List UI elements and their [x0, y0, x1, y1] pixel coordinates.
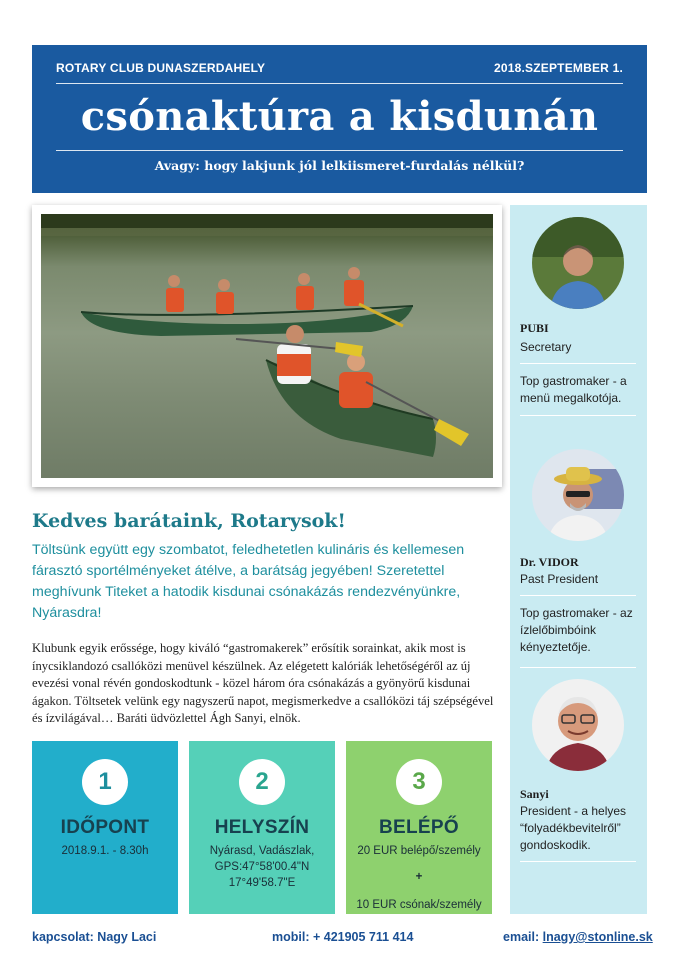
person-name: Sanyi: [520, 787, 549, 801]
info-box-location: [189, 741, 335, 914]
info-box-line: GPS:47°58'00.4"N: [214, 861, 310, 873]
avatar: [532, 449, 624, 541]
info-box-line: 20 EUR belépő/személy: [357, 845, 481, 857]
header-divider: [56, 83, 623, 84]
canoe-photo-image: [41, 214, 493, 478]
info-box-time: [32, 741, 178, 914]
event-date: 2018.SZEPTEMBER 1.: [494, 61, 623, 75]
info-box-entry: [346, 741, 492, 914]
email-link[interactable]: lnagy@stonline.sk: [542, 930, 653, 944]
person-description: Top gastromaker - az ízlelőbimbóink kényeztetője.: [520, 606, 633, 654]
avatar: [532, 679, 624, 771]
person-name: Dr. VIDOR: [520, 555, 579, 569]
divider: [520, 595, 636, 596]
step-number-circle: 2: [239, 759, 285, 805]
header-divider: [56, 150, 623, 151]
organizers-sidebar: [510, 205, 647, 914]
person-role: Secretary: [520, 340, 572, 354]
club-name: ROTARY CLUB DUNASZERDAHELY: [56, 61, 266, 75]
person-role: President - a helyes “folyadékbevitelről” gondoskodik.: [520, 804, 627, 852]
step-number-circle: 3: [396, 759, 442, 805]
footer-contact: kapcsolat: Nagy Laci: [32, 930, 157, 944]
divider: [520, 861, 636, 862]
greeting-heading: Kedves barátaink, Rotarysok!: [32, 510, 346, 532]
person-description: Top gastromaker - a menü megalkotója.: [520, 374, 627, 405]
info-box-title: BELÉPŐ: [379, 817, 459, 838]
person-name: PUBI: [520, 321, 549, 335]
footer-email: [503, 930, 653, 944]
page-title: csónaktúra a kisdunán: [80, 93, 599, 140]
page-subtitle: Avagy: hogy lakjunk jól lelkiismeret-furdalás nélkül?: [154, 158, 525, 173]
person-role: Past President: [520, 572, 599, 586]
info-box-line: 10 EUR csónak/személy: [356, 899, 482, 911]
footer-mobile: mobil: + 421905 711 414: [272, 930, 414, 944]
header-top-row: [56, 61, 623, 81]
info-box-line: Nyárasd, Vadászlak,: [209, 845, 315, 857]
header-banner: [32, 45, 647, 193]
canoe-photo: [32, 205, 502, 487]
info-box-line: 17°49'58.7"E: [228, 877, 296, 889]
divider: [520, 363, 636, 364]
divider: [520, 415, 636, 416]
body-paragraph: Klubunk egyik erőssége, hogy kiváló “gastromakerek” erősítik sorainkat, akik most is ínycsiklandozó csallóközi menüvel készülnek. Az elégetett kalóriák lehetőségéről az új evezési vonal révén gondoskodtunk - közel három óra csónakázás a gyönyörű kisdunai ágakon. Töltsetek velünk egy nagyszerű napot, megismerkedve a csallóközi táj szépségével és ízvilágával… Baráti üdvözlettel Ágh Sanyi, elnök.: [32, 641, 494, 726]
info-box-title: IDŐPONT: [60, 817, 150, 838]
footer-email-label: email:: [503, 930, 540, 944]
avatar: [532, 217, 624, 309]
intro-paragraph: Töltsünk együtt egy szombatot, feledhetetlen kulináris és kellemesen fárasztó sportélményeket átélve, a barátság jegyében! Szeretettel meghívunk Titeket a hatodik kisdunai csónakázás rendezvényünkre, Nyárasdra!: [32, 542, 465, 621]
step-number-circle: 1: [82, 759, 128, 805]
info-box-line: 2018.9.1. - 8.30h: [61, 845, 149, 857]
info-box-line: +: [415, 871, 423, 883]
info-box-title: HELYSZÍN: [214, 817, 310, 838]
divider: [520, 667, 636, 668]
